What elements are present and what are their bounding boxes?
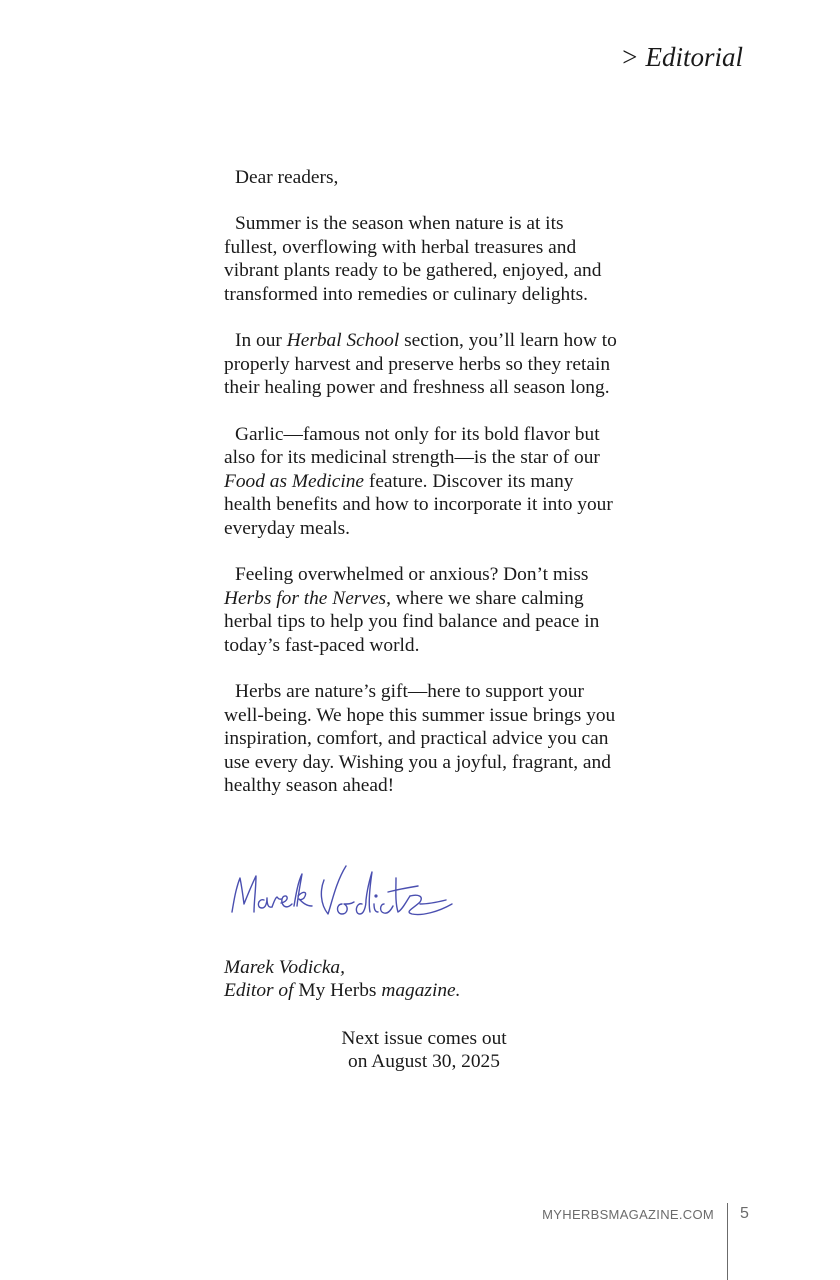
feature-title-herbal-school: Herbal School: [286, 330, 400, 352]
feature-title-herbs-for-nerves: Herbs for the Nerves: [224, 587, 387, 609]
paragraph-garlic: Garlic—famous not only for its bold flavor but also for its medicinal strength—is the star of our Food as Medicine feature. Discover its many health benefits and how to incorporate it into your everyday meals.: [224, 424, 613, 539]
section-label: > Editorial: [620, 42, 743, 72]
page-number: 5: [740, 1205, 749, 1222]
magazine-name: My Herbs: [298, 980, 377, 1002]
footer-divider: [727, 1203, 728, 1280]
editorial-letter: [224, 166, 620, 821]
paragraph-herbal-school: In our Herbal School section, you’ll learn how to properly harvest and preserve herbs so they retain their healing power and freshness all season long.: [224, 330, 617, 399]
paragraph-closing: Herbs are nature’s gift—here to support your well-being. We hope this summer issue brings you inspiration, comfort, and practical advice you can use every day. Wishing you a joyful, fragrant, and healthy season ahead!: [224, 681, 616, 797]
sign-off: [224, 956, 461, 1003]
next-issue-notice: Next issue comes out on August 30, 2025: [341, 1028, 507, 1073]
paragraph-summer: Summer is the season when nature is at its fullest, overflowing with herbal treasures and vibrant plants ready to be gathered, enjoyed, and transformed into remedies or culinary delights.: [224, 213, 602, 305]
feature-title-food-as-medicine: Food as Medicine: [224, 470, 365, 492]
editor-title: Editor of My Herbs magazine.: [224, 980, 461, 1002]
greeting: Dear readers,: [235, 167, 339, 188]
editor-name: Marek Vodicka,: [224, 957, 345, 978]
footer-website: MYHERBSMAGAZINE.COM: [542, 1207, 714, 1222]
signature-handwritten: [224, 860, 464, 932]
paragraph-nerves: Feeling overwhelmed or anxious? Don’t miss Herbs for the Nerves, where we share calming herbal tips to help you find balance and peace in today’s fast-paced world.: [224, 564, 600, 656]
